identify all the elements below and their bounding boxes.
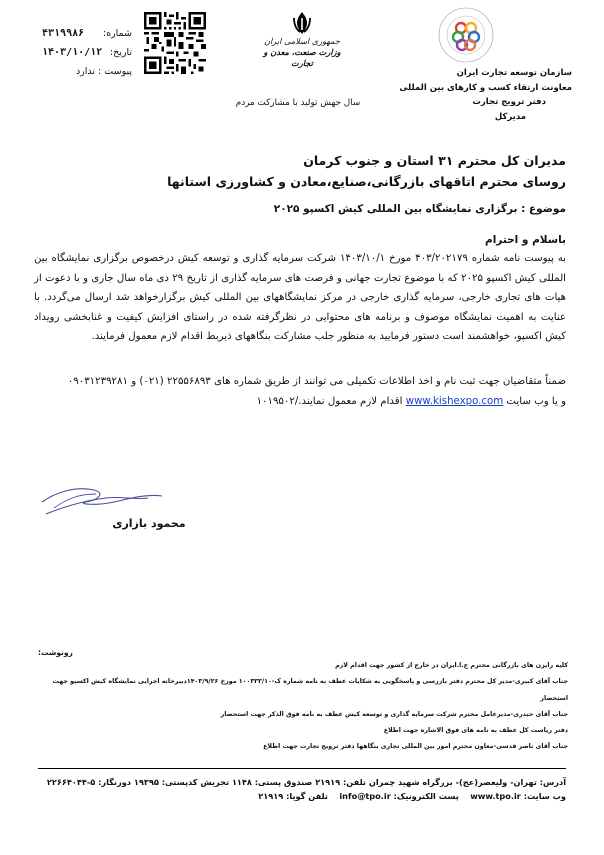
tpo-logo-icon xyxy=(437,6,495,64)
addressee xyxy=(26,150,566,192)
footer-website-label: وب سایت: xyxy=(523,791,566,802)
kishexpo-link[interactable]: www.kishexpo.com xyxy=(405,395,504,407)
footer-divider xyxy=(38,768,566,769)
cc-list xyxy=(38,658,568,756)
cc-item: کلیه رایزن های بازرگانی محترم ج.ا.ایران در خارج از کشور جهت اقدام لازم xyxy=(335,662,568,669)
ministry-name: وزارت صنعت، معدن و تجارت xyxy=(263,47,341,68)
org-block xyxy=(392,66,572,124)
org-line-2: معاونت ارتقاء کسب و کارهای بین المللی xyxy=(399,82,572,93)
date-label: تاریخ: xyxy=(109,47,132,58)
cc-label: رونوشت: xyxy=(38,648,73,657)
number-label: شماره: xyxy=(102,28,132,39)
contact-line-2 xyxy=(34,392,566,412)
org-line-1: سازمان توسعه تجارت ایران xyxy=(456,68,572,78)
cc-item: جناب آقای حیدری-مدیرعامل محترم شرکت سرمایه گذاری و توسعه کیش عطف به نامه فوق الذکر جهت استحضار xyxy=(220,710,568,718)
footer-address: آدرس: تهران- ولیعصر(عج)- بزرگراه شهید چمران تلفن: ۲۱۹۱۹ صندوق پستی: ۱۱۴۸ تجریش کدپستی: ۱۹۳۹۵ دورنگار: ۵-۲۲۶۶۴۰۴۴ xyxy=(46,777,566,787)
cc-item: جناب آقای کبیری-مدیر کل محترم دفتر بازرسی و پاسخگویی به شکایات عطف به نامه شماره ک-۱۰۰۳۳۳/۱۰ مورخ ۱۴۰۳/۹/۲۶دبیرخانه اجرایی نمایشگاه کیش اکسپو جهت استحضار xyxy=(52,678,568,702)
subject-line: موضوع : برگزاری نمایشگاه بین المللی کیش اکسپو ۲۰۲۵ xyxy=(273,203,566,215)
attachment-row xyxy=(42,62,132,81)
footer-contacts xyxy=(40,789,566,803)
contact-post: اقدام لازم معمول نمایند./۱۰۱۹۵۰۲ xyxy=(256,395,403,407)
date-row xyxy=(42,43,132,62)
footer-email-label: پست الکترونیک: xyxy=(393,791,459,802)
addressee-line-2: روسای محترم اتاقهای بازرگانی،صنایع،معادن و کشاورزی استانها xyxy=(167,174,566,189)
footer-website[interactable]: www.tpo.ir xyxy=(470,791,521,802)
org-line-3: دفتر ترویج تجارت xyxy=(472,97,546,107)
signature-image xyxy=(36,480,176,540)
footer xyxy=(40,775,566,803)
body-paragraph: به پیوست نامه شماره ۴۰۳/۲۰۲۱۷۹ مورخ ۱۴۰۳/۱۰/۱ شرکت سرمایه گذاری و توسعه کیش درخصوص برگزاری نمایشگاه بین المللی کیش اکسپو ۲۰۲۵ که با موضوع تجارت جهانی و فرصت های سرمایه گذاری از تاریخ ۲۹ دی ماه سال جاری و با دعوت از هیات های تجاری خارجی، سرمایه گذاری خارجی در مرکز نمایشگاههای بین المللی کیش برگزارخواهد شد ارسال می‌گردد. با عنایت به اهمیت نمایشگاه موصوف و برنامه های محتوایی در نظرگرفته شده در راستای افزایش کیفیت و غنابخشی رویداد کیش اکسپو، خواهشمند است دستور فرمایید به منظور جلب مشارکت بنگاههای ذیربط اقدام لازم معمول فرمایند. xyxy=(34,253,567,343)
addressee-line-1: مدیران کل محترم ۳۱ استان و جنوب کرمان xyxy=(303,153,566,168)
org-line-4: مدیرکل xyxy=(494,111,526,122)
cc-item: جناب آقای ناصر قدسی-معاون محترم امور بین المللی تجاری بنگاهها دفتر ترویج تجارت جهت اطلاع xyxy=(263,743,568,751)
republic-name: جمهوری اسلامی ایران xyxy=(264,36,340,46)
footer-phone: تلفن گویا: ۲۱۹۱۹ xyxy=(258,791,328,802)
ministry-header xyxy=(262,10,342,69)
contact-paragraph xyxy=(34,372,566,411)
number-row xyxy=(42,24,132,43)
greeting: باسلام و احترام xyxy=(485,234,566,246)
attachment-label: پیوست : ندارد xyxy=(75,66,132,77)
year-slogan: سال جهش تولید با مشارکت مردم xyxy=(235,98,361,108)
footer-email[interactable]: info@tpo.ir xyxy=(339,791,391,802)
contact-pre: و یا وب سایت xyxy=(506,395,566,407)
date-value: ۱۴۰۳/۱۰/۱۲ xyxy=(42,47,103,58)
letter-meta xyxy=(42,24,132,81)
contact-line-1: ضمناً متقاضیان جهت ثبت نام و اخذ اطلاعات تکمیلی می توانند از طریق شماره های ۲۲۵۵۶۸۹۳ (۰۲۱) و ۰۹۰۳۱۲۳۹۲۸۱ xyxy=(67,376,566,387)
number-value: ۴۳۱۹۹۸۶ xyxy=(42,28,85,39)
cc-item: دفتر ریاست کل عطف به نامه های فوق الاشاره جهت اطلاع xyxy=(383,727,568,735)
qr-code xyxy=(144,12,206,74)
signer-name: محمود بازاری xyxy=(112,517,186,530)
iran-emblem-icon xyxy=(291,10,313,36)
